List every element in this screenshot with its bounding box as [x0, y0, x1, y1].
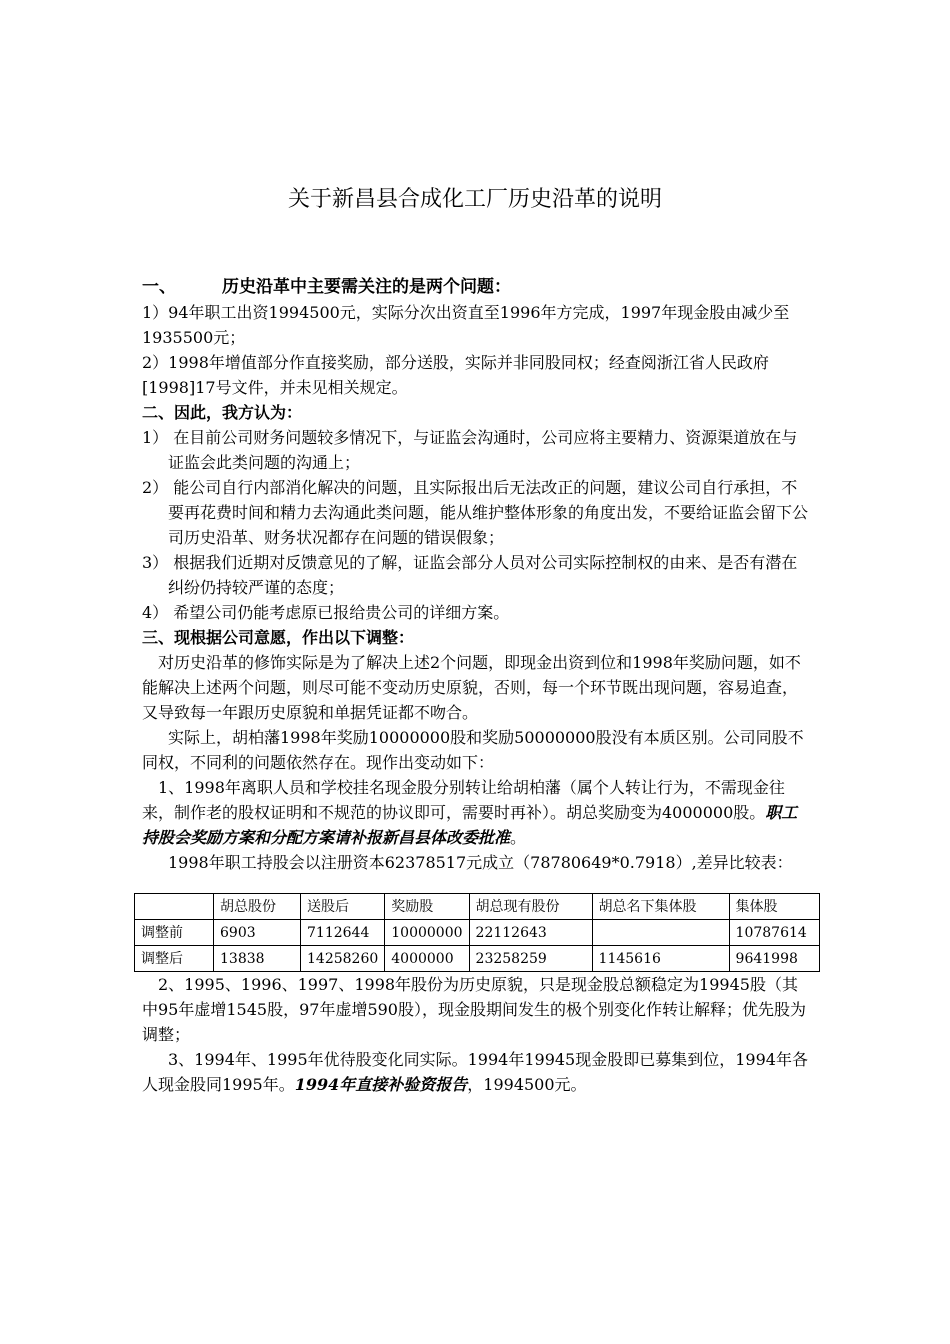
- table-cell: 23258259: [469, 946, 592, 972]
- section2-item: 2） 能公司自行内部消化解决的问题，且实际报出后无法改正的问题，建议公司自行承担，不要再花费时间和精力去沟通此类问题，能从维护整体形象的角度出发，不要给证监会留下公司历史沿革、财务状况都存在问题的错误假象；: [142, 478, 809, 547]
- table-header-cell: 奖励股: [385, 894, 469, 920]
- table-header-cell: 胡总现有股份: [469, 894, 592, 920]
- table-cell: 14258260: [301, 946, 385, 972]
- table-cell: 13838: [214, 946, 301, 972]
- table-header-cell: [135, 894, 214, 920]
- table-header-cell: 集体股: [729, 894, 819, 920]
- table-cell: 1145616: [592, 946, 729, 972]
- table-header-row: [135, 894, 820, 920]
- table-cell: 调整前: [135, 920, 214, 946]
- section4-paragraph: 2、1995、1996、1997、1998年股份为历史原貌，只是现金股总额稳定为19945股（其中95年虚增1545股，97年虚增590股），现金股期间发生的极个别变化作转让解释；优先股为调整；: [142, 975, 806, 1044]
- comparison-table-wrapper: [134, 893, 820, 972]
- table-header-cell: 送股后: [301, 894, 385, 920]
- paragraph-text: ，1994500元。: [467, 1075, 587, 1094]
- paragraph-text: 。: [510, 828, 527, 847]
- emphasis-text: 1994年直接补验资报告: [294, 1075, 468, 1094]
- table-cell: 10000000: [385, 920, 469, 946]
- section1-heading: [142, 274, 810, 300]
- table-cell: 4000000: [385, 946, 469, 972]
- section2-item: 3） 根据我们近期对反馈意见的了解，证监会部分人员对公司实际控制权的由来、是否有潜在纠纷仍持较严谨的态度；: [142, 553, 798, 597]
- table-cell: 22112643: [469, 920, 592, 946]
- paragraph-text: 1、1998年离职人员和学校挂名现金股分别转让给胡柏藩（属个人转让行为，不需现金往来，制作老的股权证明和不规范的协议即可，需要时再补）。胡总奖励变为4000000股。: [142, 778, 785, 822]
- document-body: [142, 274, 810, 1097]
- table-cell: 6903: [214, 920, 301, 946]
- section3-paragraph: [142, 775, 810, 850]
- table-header-cell: 胡总名下集体股: [592, 894, 729, 920]
- section3-paragraph: 实际上，胡柏藩1998年奖励10000000股和奖励50000000股没有本质区别。公司同股不同权，不同利的问题依然存在。现作出变动如下：: [142, 728, 804, 772]
- table-row: [135, 920, 820, 946]
- section3-heading: 三、现根据公司意愿，作出以下调整：: [142, 628, 415, 647]
- section1-title: 历史沿革中主要需关注的是两个问题：: [222, 277, 511, 297]
- section4-paragraph: [142, 1047, 810, 1097]
- document-title: 关于新昌县合成化工厂历史沿革的说明: [287, 187, 662, 212]
- section1-item: 1）94年职工出资1994500元，实际分次出资直至1996年方完成，1997年现金股由减少至1935500元；: [142, 303, 790, 347]
- table-header-cell: 胡总股份: [214, 894, 301, 920]
- table-cell: 9641998: [729, 946, 819, 972]
- comparison-table: [134, 893, 820, 972]
- section3-paragraph: 对历史沿革的修饰实际是为了解决上述2个问题，即现金出资到位和1998年奖励问题，如不能解决上述两个问题，则尽可能不变动历史原貌，否则，每一个环节既出现问题，容易追查，又导致每一年跟历史原貌和单据凭证都不吻合。: [142, 653, 801, 722]
- table-row: [135, 946, 820, 972]
- table-cell: [592, 920, 729, 946]
- emphasis-text: 职工持股会奖励方案和分配方案请补报新昌县体改委批准: [142, 803, 798, 847]
- section2-heading: 二、因此，我方认为：: [142, 403, 303, 422]
- table-cell: 7112644: [301, 920, 385, 946]
- section3-paragraph: 1998年职工持股会以注册资本62378517元成立（78780649*0.7918）,差异比较表：: [168, 853, 793, 872]
- section2-item: 4） 希望公司仍能考虑原已报给贵公司的详细方案。: [142, 603, 510, 622]
- section1-item: 2）1998年增值部分作直接奖励，部分送股，实际并非同股同权；经查阅浙江省人民政府[1998]17号文件，并未见相关规定。: [142, 353, 769, 397]
- table-cell: 10787614: [729, 920, 819, 946]
- table-cell: 调整后: [135, 946, 214, 972]
- section1-number: 一、: [142, 277, 176, 297]
- paragraph-text: 3、1994年、1995年优待股变化同实际。1994年19945现金股即已募集到位，1994年各人现金股同1995年。: [142, 1050, 808, 1094]
- section2-item: 1） 在目前公司财务问题较多情况下，与证监会沟通时，公司应将主要精力、资源渠道放在与证监会此类问题的沟通上；: [142, 428, 798, 472]
